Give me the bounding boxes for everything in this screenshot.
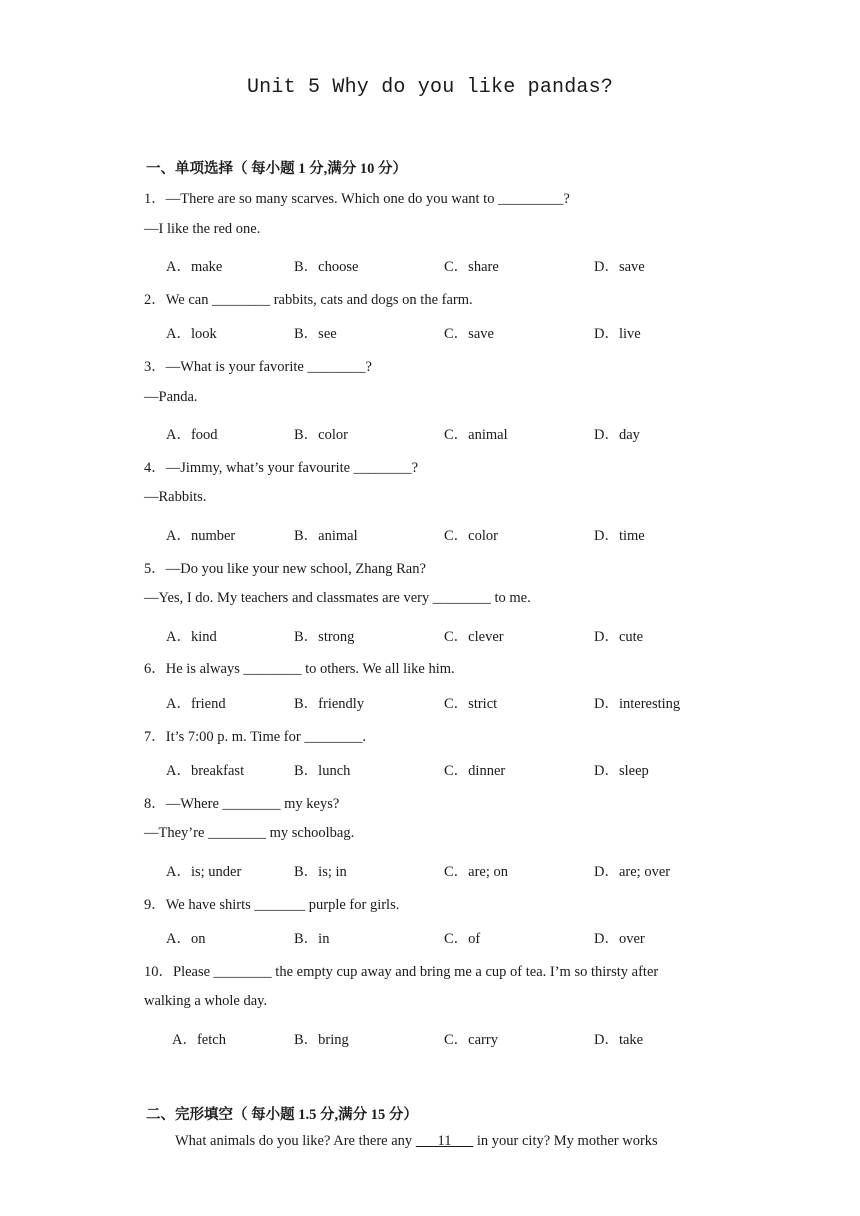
option-c: C．carry — [444, 1032, 498, 1048]
question-stem: 9．We have shirts _______ purple for girls. — [144, 896, 400, 913]
cloze-paragraph — [175, 1133, 658, 1150]
cloze-blank-number: 11 — [437, 1133, 452, 1149]
option-a: A．food — [166, 427, 218, 444]
option-c: C．are; on — [444, 864, 509, 880]
question-stem: 8．—Where ________ my keys? — [144, 795, 340, 812]
question-line: —I like the red one. — [144, 220, 261, 237]
question-stem: 10．Please ________ the empty cup away and bring me a cup of tea. I’m so thirsty after — [144, 963, 659, 980]
option-b: B．choose — [294, 259, 359, 276]
cloze-blank — [416, 1133, 473, 1149]
options-row — [0, 759, 860, 779]
option-a: A．look — [166, 326, 217, 343]
question-stem: 1．—There are so many scarves. Which one do you want to _________? — [144, 191, 570, 207]
question-stem: 2．We can ________ rabbits, cats and dogs on the farm. — [144, 291, 473, 308]
option-b: B．animal — [294, 528, 358, 544]
options-row — [0, 524, 860, 544]
option-a: A．number — [166, 528, 236, 544]
option-b: B．color — [294, 427, 348, 444]
option-b: B．friendly — [294, 696, 365, 712]
option-b: B．bring — [294, 1032, 349, 1048]
option-c: C．dinner — [444, 763, 506, 780]
question-stem: 3．—What is your favorite ________? — [144, 359, 372, 375]
option-a: A．is; under — [166, 864, 242, 880]
options-row — [0, 625, 860, 645]
options-row — [0, 1028, 860, 1048]
option-d: D．day — [594, 427, 640, 444]
section-heading-multiple-choice: 一、单项选择（ 每小题 1 分,满分 10 分） — [146, 161, 407, 177]
option-b: B．strong — [294, 628, 355, 645]
question-stem: 4．—Jimmy, what’s your favourite ________? — [144, 459, 419, 476]
option-d: D．cute — [594, 628, 644, 645]
option-d: D．interesting — [594, 696, 681, 712]
options-row — [0, 423, 860, 443]
option-d: D．sleep — [594, 763, 649, 780]
option-c: C．color — [444, 528, 498, 544]
option-a: A．make — [166, 259, 223, 276]
options-row — [0, 255, 860, 275]
options-row — [0, 860, 860, 880]
option-c: C．save — [444, 326, 494, 343]
section-heading-cloze: 二、完形填空（ 每小题 1.5 分,满分 15 分） — [146, 1107, 418, 1123]
option-c: C．strict — [444, 696, 498, 712]
option-d: D．live — [594, 326, 641, 343]
option-d: D．over — [594, 931, 645, 948]
option-c: C．share — [444, 259, 499, 276]
question-line: —Panda. — [144, 388, 198, 405]
question-line: —Rabbits. — [144, 489, 207, 506]
option-c: C．clever — [444, 628, 504, 645]
options-row — [0, 927, 860, 947]
option-a: A．breakfast — [166, 763, 245, 780]
option-b: B．see — [294, 326, 337, 343]
cloze-text-before: What animals do you like? Are there any — [175, 1133, 416, 1149]
question-stem: 5．—Do you like your new school, Zhang Ran? — [144, 560, 426, 577]
question-line: —They’re ________ my schoolbag. — [144, 825, 355, 842]
option-c: C．of — [444, 931, 481, 948]
option-a: A．kind — [166, 628, 217, 645]
option-b: B．is; in — [294, 864, 347, 880]
option-a: A．friend — [166, 696, 226, 712]
option-b: B．lunch — [294, 763, 351, 780]
cloze-text-after: in your city? My mother works — [473, 1133, 658, 1149]
question-line: —Yes, I do. My teachers and classmates are very ________ to me. — [144, 590, 531, 607]
question-line: walking a whole day. — [144, 993, 268, 1010]
question-stem: 7．It’s 7:00 p. m. Time for ________. — [144, 728, 366, 745]
option-d: D．time — [594, 528, 645, 544]
option-c: C．animal — [444, 427, 508, 444]
option-d: D．are; over — [594, 864, 671, 880]
option-a: A．fetch — [172, 1032, 226, 1048]
option-b: B．in — [294, 931, 330, 948]
page-title: Unit 5 Why do you like pandas? — [246, 76, 614, 99]
question-stem: 6．He is always ________ to others. We all like him. — [144, 661, 455, 678]
options-row — [0, 322, 860, 342]
options-row — [0, 692, 860, 712]
option-a: A．on — [166, 931, 206, 948]
option-d: D．take — [594, 1032, 644, 1048]
option-d: D．save — [594, 259, 645, 276]
